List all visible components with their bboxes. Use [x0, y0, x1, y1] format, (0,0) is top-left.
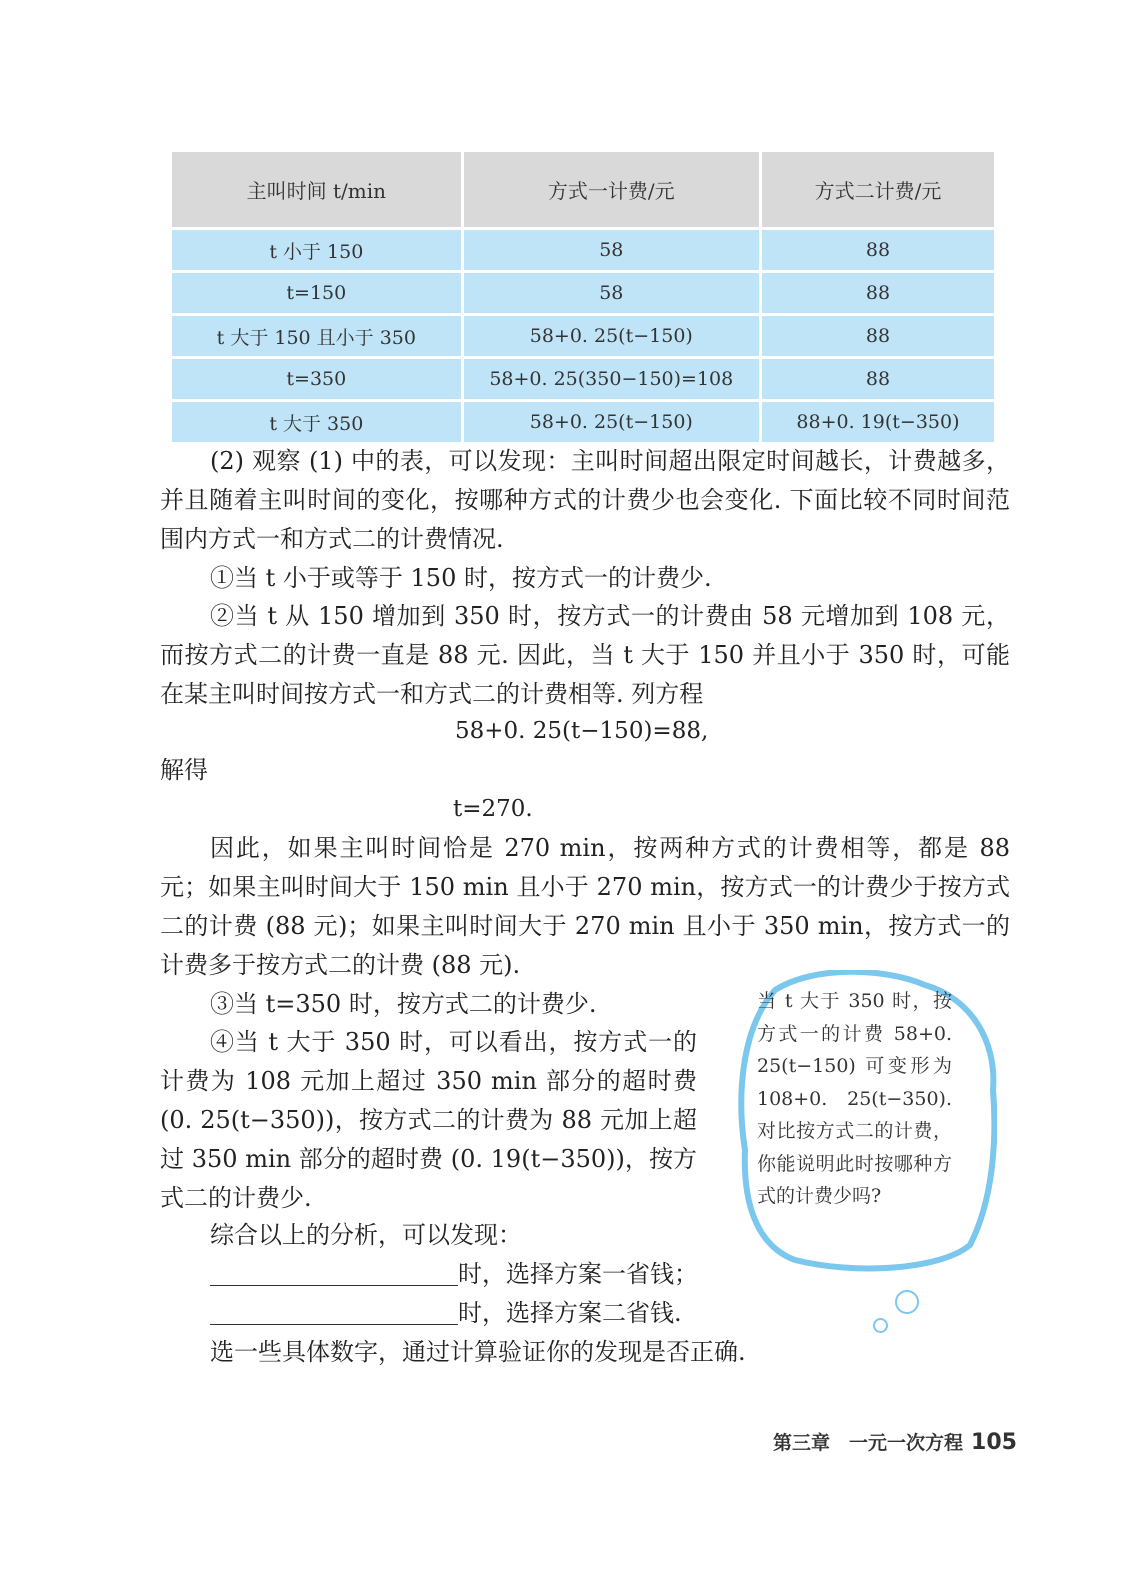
table-cell: 58+0. 25(t−150) — [464, 402, 762, 445]
paragraph-exercise: 选一些具体数字，通过计算验证你的发现是否正确. — [210, 1338, 746, 1366]
paragraph-case-4: ④当 t 大于 350 时，可以看出，按方式一的计费为 108 元加上超过 350 min 部分的超时费 (0. 25(t−350))，按方式二的计费为 88 元加上超过 350 min 部分的超时费 (0. 19(t−350))，按方式二的计费少. — [160, 1028, 697, 1212]
paragraph-conclusion: 因此，如果主叫时间恰是 270 min，按两种方式的计费相等，都是 88 元；如果主叫时间大于 150 min 且小于 270 min，按方式一的计费少于按方式二的计费 (88 元)；如果主叫时间大于 270 min 且小于 350 min，按方式一的计费多于按方式二的计费 (88 元). — [160, 834, 1010, 979]
table-row — [172, 273, 994, 316]
table-cell: 88+0. 19(t−350) — [762, 402, 994, 445]
table-cell: t=150 — [172, 273, 464, 316]
answer-blank-2[interactable] — [210, 1300, 458, 1325]
page-number: 105 — [971, 1430, 1017, 1455]
paragraph-observe: (2) 观察 (1) 中的表，可以发现：主叫时间超出限定时间越长，计费越多，并且随着主叫时间的变化，按哪种方式的计费少也会变化. 下面比较不同时间范围内方式一和方式二的计费情况. — [160, 447, 1010, 553]
table-cell: 58+0. 25(t−150) — [464, 316, 762, 359]
equation-solution: t=270. — [453, 796, 533, 822]
page-footer — [773, 1428, 1017, 1455]
table-cell: 88 — [762, 359, 994, 402]
table-row — [172, 402, 994, 445]
table-cell: t 大于 350 — [172, 402, 464, 445]
paragraph-case-2: ②当 t 从 150 增加到 350 时，按方式一的计费由 58 元增加到 108 元，而按方式二的计费一直是 88 元. 因此，当 t 大于 150 并且小于 350 时，可能在某主叫时间按方式一和方式二的计费相等. 列方程 — [160, 602, 1010, 708]
table-cell: 88 — [762, 273, 994, 316]
table-cell: 58 — [464, 230, 762, 273]
header-call-time: 主叫时间 t/min — [172, 152, 464, 230]
bubble-dot-icon — [895, 1290, 919, 1314]
table-header-row — [172, 152, 994, 230]
header-plan-two: 方式二计费/元 — [762, 152, 994, 230]
fill-in-line-2: 时，选择方案二省钱. — [210, 1294, 910, 1333]
bubble-hint-text: 当 t 大于 350 时，按方式一的计费 58+0. 25(t−150) 可变形为 108+0. 25(t−350). 对比按方式二的计费，你能说明此时按哪种方式的计费少吗? — [757, 990, 952, 1207]
answer-blank-1[interactable] — [210, 1261, 458, 1286]
paragraph-case-1: ①当 t 小于或等于 150 时，按方式一的计费少. — [210, 564, 712, 592]
table-cell: t 小于 150 — [172, 230, 464, 273]
bubble-dot-icon — [873, 1318, 888, 1333]
paragraph-case-3: ③当 t=350 时，按方式二的计费少. — [210, 990, 597, 1018]
table-row — [172, 230, 994, 273]
fill-in-line-1: 时，选择方案一省钱； — [210, 1255, 910, 1294]
paragraph-solve: 解得 — [160, 756, 208, 784]
fee-table — [172, 152, 994, 445]
table-cell: 58+0. 25(350−150)=108 — [464, 359, 762, 402]
chapter-title: 第三章 一元一次方程 — [773, 1432, 964, 1454]
table-row — [172, 359, 994, 402]
equation-setup: 58+0. 25(t−150)=88, — [455, 718, 709, 744]
table-cell: 58 — [464, 273, 762, 316]
paragraph-summary: 综合以上的分析，可以发现： — [210, 1221, 522, 1249]
table-cell: 88 — [762, 230, 994, 273]
table-cell: 88 — [762, 316, 994, 359]
table-cell: t 大于 150 且小于 350 — [172, 316, 464, 359]
table-cell: t=350 — [172, 359, 464, 402]
header-plan-one: 方式一计费/元 — [464, 152, 762, 230]
table-row — [172, 316, 994, 359]
